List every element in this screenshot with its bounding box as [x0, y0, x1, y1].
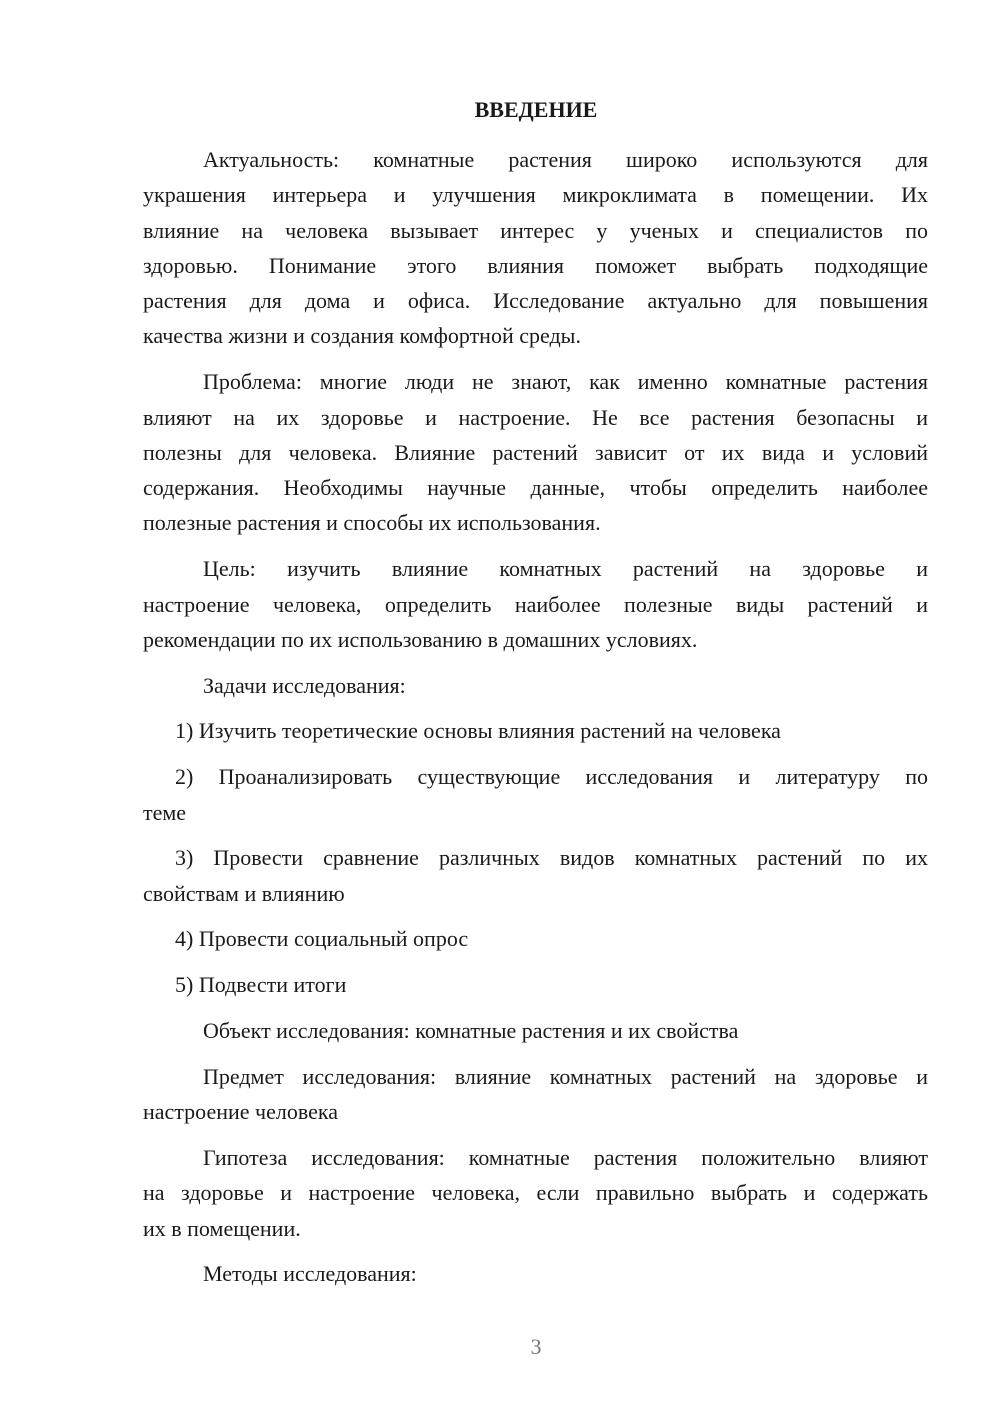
text-line: рекомендации по их использованию в домашних условиях.: [143, 626, 698, 652]
text-line: 5) Подвести итоги: [175, 972, 347, 998]
text-line: Цель: изучить влияние комнатных растений на здоровье и: [203, 556, 928, 582]
paragraph: [143, 668, 928, 703]
paragraph: [143, 1256, 928, 1291]
text-line: влияют на их здоровье и настроение. Не все растения безопасны и: [143, 404, 928, 430]
paragraph: [143, 551, 928, 657]
text-line: Объект исследования: комнатные растения и их свойства: [203, 1018, 739, 1044]
text-line: настроение человека: [143, 1099, 338, 1125]
paragraph: [143, 142, 928, 354]
paragraph: [143, 1013, 928, 1048]
paragraph: [143, 1059, 928, 1130]
text-line: украшения интерьера и улучшения микроклимата в помещении. Их: [143, 182, 928, 208]
text-line: Предмет исследования: влияние комнатных растений на здоровье и: [203, 1063, 928, 1089]
page-title: ВВЕДЕНИЕ: [474, 97, 598, 122]
text-line: качества жизни и создания комфортной среды.: [143, 323, 581, 349]
text-line: полезны для человека. Влияние растений зависит от их вида и условий: [143, 439, 928, 465]
text-line: настроение человека, определить наиболее полезные виды растений и: [143, 591, 928, 617]
text-line: 3) Провести сравнение различных видов комнатных растений по их: [175, 845, 928, 871]
text-line: их в помещении.: [143, 1215, 301, 1241]
text-line: Задачи исследования:: [203, 672, 406, 698]
text-line: на здоровье и настроение человека, если правильно выбрать и содержать: [143, 1180, 928, 1206]
paragraph: [143, 1140, 928, 1246]
text-line: Проблема: многие люди не знают, как именно комнатные растения: [203, 369, 928, 395]
text-line: влияние на человека вызывает интерес у ученых и специалистов по: [143, 217, 928, 243]
list-item: [143, 840, 928, 911]
list-item: [143, 967, 928, 1002]
text-line: 4) Провести социальный опрос: [175, 926, 469, 952]
page-number: 3: [530, 1334, 542, 1359]
text-line: теме: [143, 799, 187, 825]
text-line: свойствам и влиянию: [143, 880, 345, 906]
text-line: Актуальность: комнатные растения широко используются для: [203, 147, 928, 172]
text-line: Методы исследования:: [203, 1261, 417, 1287]
text-line: содержания. Необходимы научные данные, чтобы определить наиболее: [143, 475, 928, 501]
text-line: полезные растения и способы их использования.: [143, 510, 601, 536]
text-line: Гипотеза исследования: комнатные растения положительно влияют: [203, 1144, 928, 1170]
list-item: [143, 759, 928, 830]
text-line: 1) Изучить теоретические основы влияния растений на человека: [175, 718, 781, 744]
text-line: растения для дома и офиса. Исследование актуально для повышения: [143, 288, 928, 314]
text-line: 2) Проанализировать существующие исследования и литературу по: [175, 764, 928, 790]
document-body: [143, 142, 928, 1302]
list-item: [143, 713, 928, 748]
text-line: здоровью. Понимание этого влияния поможет выбрать подходящие: [143, 252, 928, 278]
paragraph: [143, 364, 928, 540]
list-item: [143, 921, 928, 956]
